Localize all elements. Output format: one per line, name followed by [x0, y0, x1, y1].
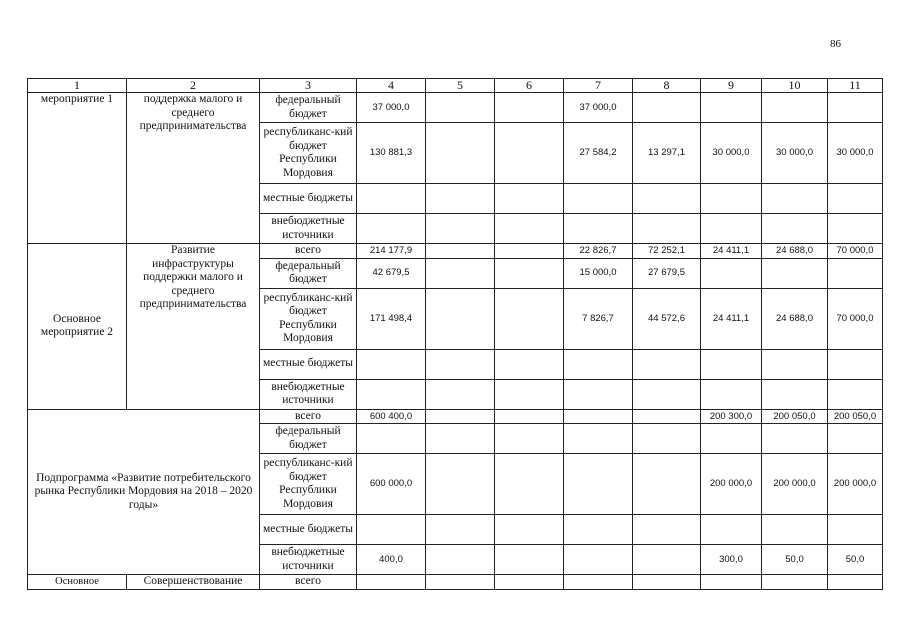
value-cell: [633, 349, 701, 379]
value-cell: 30 000,0: [828, 123, 883, 184]
budget-source-cell: местные бюджеты: [260, 349, 357, 379]
header-cell: 8: [633, 79, 701, 93]
budget-source-cell: республиканс-кий бюджет Республики Мордовия: [260, 454, 357, 515]
value-cell: 50,0: [762, 545, 828, 575]
value-cell: [495, 379, 564, 409]
subprogram-name-cell: Подпрограмма «Развитие потребительского рынка Республики Мордовия на 2018 – 2020 годы»: [28, 409, 260, 575]
value-cell: 130 881,3: [357, 123, 426, 184]
value-cell: 37 000,0: [564, 93, 633, 123]
value-cell: [426, 575, 495, 590]
value-cell: [495, 93, 564, 123]
value-cell: [762, 515, 828, 545]
value-cell: 24 411,1: [701, 244, 762, 259]
value-cell: 171 498,4: [357, 288, 426, 349]
value-cell: [701, 424, 762, 454]
value-cell: [762, 575, 828, 590]
value-cell: [701, 93, 762, 123]
activity-name-cell: Основное: [28, 575, 127, 590]
value-cell: [633, 409, 701, 424]
budget-source-cell: местные бюджеты: [260, 515, 357, 545]
value-cell: 600 000,0: [357, 454, 426, 515]
value-cell: 30 000,0: [701, 123, 762, 184]
value-cell: [495, 545, 564, 575]
table-row: [28, 93, 883, 123]
value-cell: 44 572,6: [633, 288, 701, 349]
value-cell: [426, 545, 495, 575]
value-cell: [357, 515, 426, 545]
value-cell: [701, 515, 762, 545]
page-number: 86: [830, 38, 841, 50]
value-cell: [495, 184, 564, 214]
budget-source-cell: местные бюджеты: [260, 184, 357, 214]
activity-description-cell: Совершенствование: [127, 575, 260, 590]
header-cell: 10: [762, 79, 828, 93]
value-cell: [701, 349, 762, 379]
value-cell: [426, 123, 495, 184]
value-cell: [564, 454, 633, 515]
activity-name-cell: мероприятие 1: [28, 93, 127, 244]
value-cell: 27 584,2: [564, 123, 633, 184]
value-cell: [495, 214, 564, 244]
budget-source-cell: республиканс-кий бюджет Республики Мордовия: [260, 288, 357, 349]
value-cell: [564, 184, 633, 214]
value-cell: [495, 258, 564, 288]
value-cell: 200 300,0: [701, 409, 762, 424]
value-cell: 37 000,0: [357, 93, 426, 123]
value-cell: [426, 409, 495, 424]
value-cell: [564, 349, 633, 379]
value-cell: 13 297,1: [633, 123, 701, 184]
budget-source-cell: внебюджетные источники: [260, 379, 357, 409]
value-cell: 27 679,5: [633, 258, 701, 288]
value-cell: [828, 214, 883, 244]
value-cell: [495, 409, 564, 424]
value-cell: [633, 515, 701, 545]
budget-source-cell: всего: [260, 575, 357, 590]
value-cell: 24 688,0: [762, 288, 828, 349]
value-cell: 200 000,0: [762, 454, 828, 515]
value-cell: [426, 184, 495, 214]
budget-source-cell: федеральный бюджет: [260, 258, 357, 288]
value-cell: [495, 349, 564, 379]
value-cell: 200 050,0: [762, 409, 828, 424]
value-cell: [828, 515, 883, 545]
header-cell: 2: [127, 79, 260, 93]
value-cell: 30 000,0: [762, 123, 828, 184]
value-cell: [426, 349, 495, 379]
value-cell: 24 411,1: [701, 288, 762, 349]
value-cell: [564, 545, 633, 575]
budget-source-cell: всего: [260, 409, 357, 424]
header-cell: 6: [495, 79, 564, 93]
value-cell: [426, 515, 495, 545]
value-cell: [762, 258, 828, 288]
value-cell: 22 826,7: [564, 244, 633, 259]
value-cell: [633, 93, 701, 123]
activity-description-cell: поддержка малого и среднего предпринимательства: [127, 93, 260, 244]
value-cell: 600 400,0: [357, 409, 426, 424]
value-cell: [564, 424, 633, 454]
value-cell: [426, 214, 495, 244]
value-cell: [564, 409, 633, 424]
value-cell: [426, 244, 495, 259]
header-row: [28, 79, 883, 93]
header-cell: 4: [357, 79, 426, 93]
budget-source-cell: внебюджетные источники: [260, 545, 357, 575]
value-cell: [426, 424, 495, 454]
value-cell: [828, 349, 883, 379]
value-cell: [762, 184, 828, 214]
value-cell: [701, 379, 762, 409]
budget-source-cell: всего: [260, 244, 357, 259]
value-cell: [564, 379, 633, 409]
value-cell: [828, 93, 883, 123]
value-cell: [762, 379, 828, 409]
value-cell: [357, 424, 426, 454]
value-cell: [357, 184, 426, 214]
activity-description-cell: Развитие инфраструктуры поддержки малого и среднего предпринимательства: [127, 244, 260, 410]
value-cell: [495, 454, 564, 515]
value-cell: [762, 349, 828, 379]
value-cell: [495, 515, 564, 545]
value-cell: 200 050,0: [828, 409, 883, 424]
value-cell: [762, 424, 828, 454]
value-cell: 24 688,0: [762, 244, 828, 259]
value-cell: [828, 379, 883, 409]
budget-source-cell: внебюджетные источники: [260, 214, 357, 244]
value-cell: [701, 184, 762, 214]
value-cell: [633, 575, 701, 590]
value-cell: [828, 184, 883, 214]
value-cell: 300,0: [701, 545, 762, 575]
value-cell: [828, 424, 883, 454]
header-cell: 3: [260, 79, 357, 93]
header-cell: 7: [564, 79, 633, 93]
value-cell: 200 000,0: [828, 454, 883, 515]
value-cell: [564, 515, 633, 545]
value-cell: [495, 244, 564, 259]
budget-table: [27, 78, 883, 590]
value-cell: 15 000,0: [564, 258, 633, 288]
value-cell: [633, 454, 701, 515]
value-cell: [495, 424, 564, 454]
value-cell: 214 177,9: [357, 244, 426, 259]
value-cell: [633, 184, 701, 214]
value-cell: [633, 214, 701, 244]
value-cell: [426, 288, 495, 349]
value-cell: 72 252,1: [633, 244, 701, 259]
value-cell: [357, 214, 426, 244]
value-cell: [495, 575, 564, 590]
header-cell: 1: [28, 79, 127, 93]
value-cell: [357, 379, 426, 409]
value-cell: [357, 575, 426, 590]
value-cell: [426, 379, 495, 409]
header-cell: 11: [828, 79, 883, 93]
value-cell: [426, 454, 495, 515]
value-cell: 70 000,0: [828, 288, 883, 349]
value-cell: 7 826,7: [564, 288, 633, 349]
value-cell: [828, 258, 883, 288]
table-row: [28, 244, 883, 259]
table-row: [28, 409, 883, 424]
budget-source-cell: федеральный бюджет: [260, 93, 357, 123]
value-cell: [564, 214, 633, 244]
value-cell: [426, 258, 495, 288]
value-cell: [495, 288, 564, 349]
budget-source-cell: республиканс-кий бюджет Республики Мордовия: [260, 123, 357, 184]
value-cell: [828, 575, 883, 590]
value-cell: 50,0: [828, 545, 883, 575]
budget-source-cell: федеральный бюджет: [260, 424, 357, 454]
value-cell: 42 679,5: [357, 258, 426, 288]
value-cell: 70 000,0: [828, 244, 883, 259]
value-cell: [426, 93, 495, 123]
value-cell: [633, 545, 701, 575]
value-cell: [633, 424, 701, 454]
value-cell: [762, 93, 828, 123]
value-cell: [357, 349, 426, 379]
value-cell: [564, 575, 633, 590]
value-cell: [701, 258, 762, 288]
value-cell: [633, 379, 701, 409]
activity-name-cell: Основное мероприятие 2: [28, 244, 127, 410]
header-cell: 9: [701, 79, 762, 93]
value-cell: [701, 575, 762, 590]
value-cell: 200 000,0: [701, 454, 762, 515]
value-cell: [701, 214, 762, 244]
header-cell: 5: [426, 79, 495, 93]
table-row: [28, 575, 883, 590]
value-cell: [762, 214, 828, 244]
value-cell: [495, 123, 564, 184]
value-cell: 400,0: [357, 545, 426, 575]
